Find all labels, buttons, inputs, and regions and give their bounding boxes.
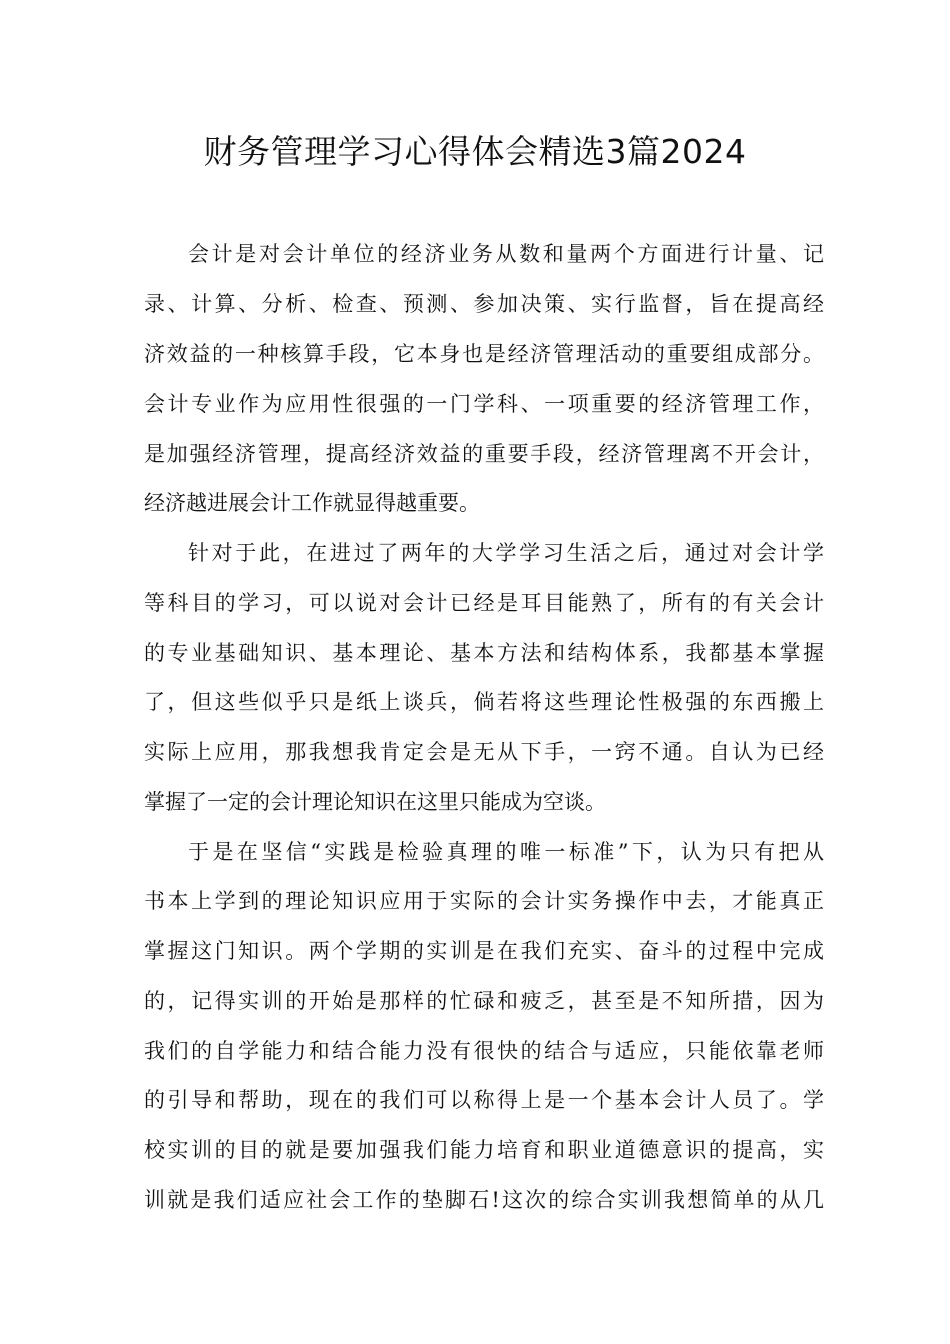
text-line: 会计专业作为应用性很强的一门学科、一项重要的经济管理工作， (144, 392, 824, 416)
text-line: 的引导和帮助，现在的我们可以称得上是一个基本会计人员了。学 (144, 1088, 824, 1112)
text-line: 于是在坚信“实践是检验真理的唯一标准”下，认为只有把从 (188, 840, 824, 864)
text-line: 针对于此，在进过了两年的大学学习生活之后，通过对会计学 (188, 541, 824, 565)
text-line: 的专业基础知识、基本理论、基本方法和结构体系，我都基本掌握 (144, 641, 824, 665)
text-line: 校实训的目的就是要加强我们能力培育和职业道德意识的提高，实 (144, 1138, 824, 1162)
text-line: 等科目的学习，可以说对会计已经是耳目能熟了，所有的有关会计 (144, 591, 824, 615)
text-line: 书本上学到的理论知识应用于实际的会计实务操作中去，才能真正 (144, 889, 824, 913)
text-line: 了，但这些似乎只是纸上谈兵，倘若将这些理论性极强的东西搬上 (144, 690, 824, 714)
text-line: 的，记得实训的开始是那样的忙碌和疲乏，甚至是不知所措，因为 (144, 989, 824, 1013)
text-line: 掌握这门知识。两个学期的实训是在我们充实、奋斗的过程中完成 (144, 939, 824, 963)
text-line: 录、计算、分析、检查、预测、参加决策、实行监督，旨在提高经 (144, 292, 824, 316)
text-line: 会计是对会计单位的经济业务从数和量两个方面进行计量、记 (188, 242, 824, 266)
document-title: 财务管理学习心得体会精选3篇2024 (203, 132, 747, 171)
text-line: 掌握了一定的会计理论知识在这里只能成为空谈。 (144, 790, 606, 814)
text-line: 济效益的一种核算手段，它本身也是经济管理活动的重要组成部分。 (144, 342, 824, 366)
text-line: 实际上应用，那我想我肯定会是无从下手，一窍不通。自认为已经 (144, 740, 824, 764)
text-line: 我们的自学能力和结合能力没有很快的结合与适应，只能依靠老师 (144, 1039, 824, 1063)
text-line: 经济越进展会计工作就显得越重要。 (144, 491, 480, 515)
text-line: 训就是我们适应社会工作的垫脚石!这次的综合实训我想简单的从几 (144, 1188, 824, 1212)
text-line: 是加强经济管理，提高经济效益的重要手段，经济管理离不开会计， (144, 442, 824, 466)
